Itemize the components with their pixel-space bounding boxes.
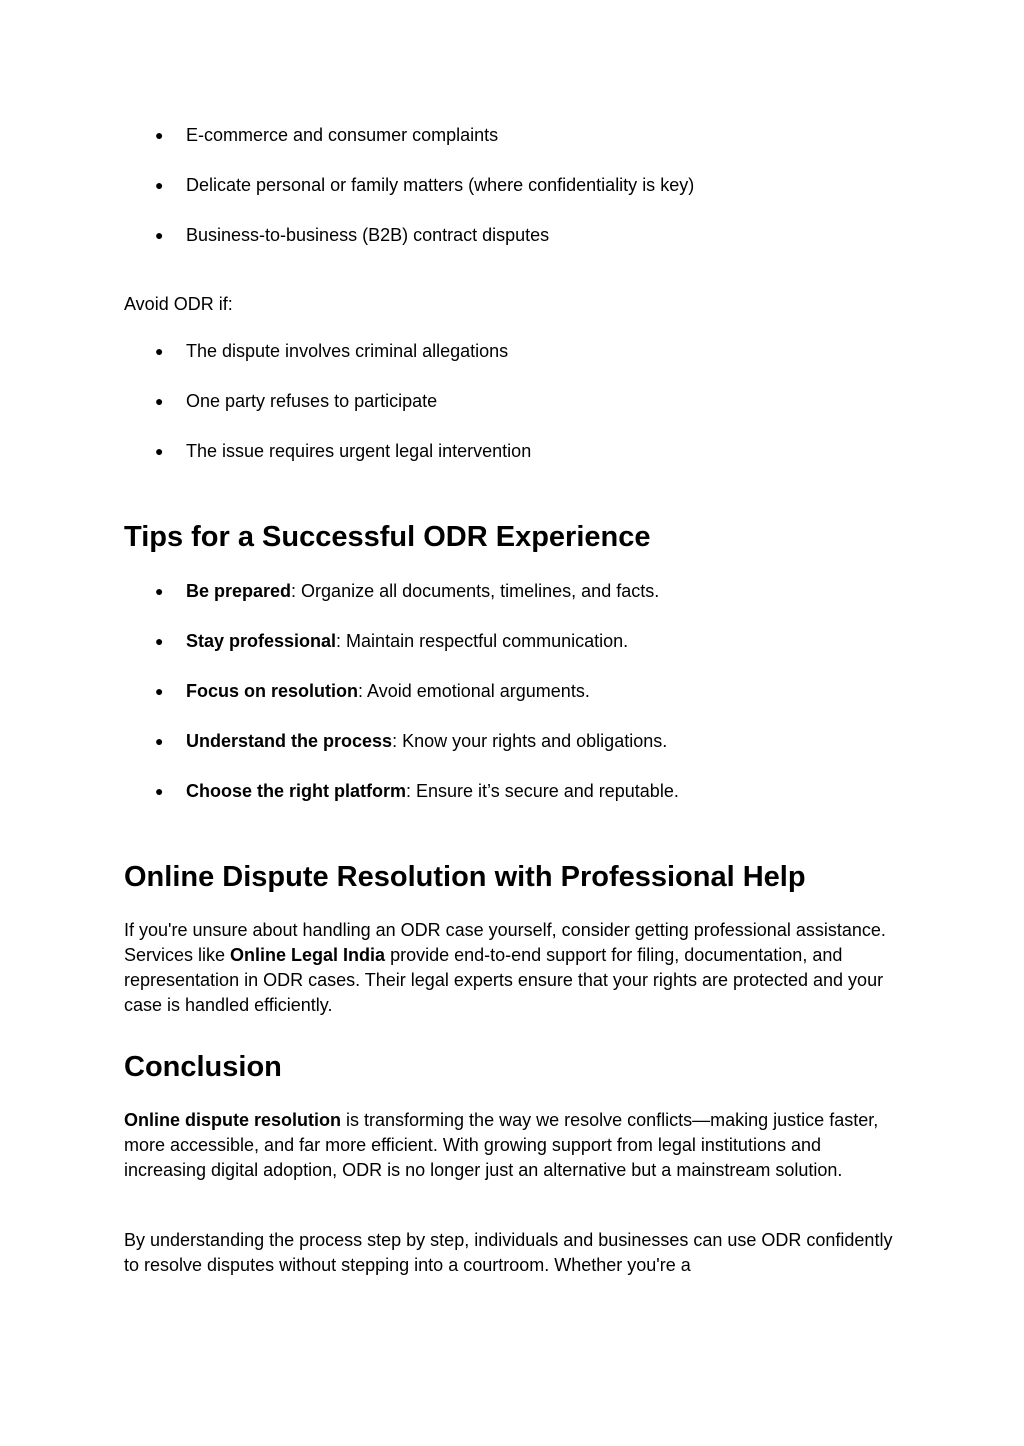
tip-item (186, 780, 679, 802)
tip-text: : Avoid emotional arguments. (358, 681, 590, 701)
tip-text: : Know your rights and obligations. (392, 731, 668, 751)
list-item: ● Business-to-business (B2B) contract disputes (186, 224, 549, 246)
tip-text: : Ensure it’s secure and reputable. (406, 781, 679, 801)
tip-label: Be prepared (186, 581, 292, 601)
professional-help-heading: Online Dispute Resolution with Professional Help (124, 861, 806, 893)
list-item: ● The dispute involves criminal allegations (186, 340, 508, 362)
conclusion-paragraph-1 (124, 1108, 904, 1183)
tip-item (186, 730, 667, 752)
conclusion-heading: Conclusion (124, 1051, 282, 1083)
conclusion-paragraph-2: By understanding the process step by step, individuals and businesses can use ODR confidently to resolve disputes without stepping into a courtroom. Whether you're a (124, 1230, 893, 1275)
tips-heading: Tips for a Successful ODR Experience (124, 521, 651, 553)
avoid-intro: Avoid ODR if: (124, 294, 233, 314)
tip-text: : Maintain respectful communication. (336, 631, 629, 651)
professional-help-paragraph (124, 918, 904, 1018)
list-item: ● The issue requires urgent legal intervention (186, 440, 531, 462)
paragraph-text: provide end-to-end support for filing, documentation, and representation in ODR cases. Their legal experts ensure that your rights are protected and your case is handled efficiently. (124, 945, 884, 1015)
list-item: ● E-commerce and consumer complaints (186, 124, 498, 146)
paragraph-text: is transforming the way we resolve conflicts—making justice faster, more accessible, and far more efficient. With growing support from legal institutions and increasing digital adoption, ODR is no longer just an alternative but a mainstream solution. (124, 1110, 879, 1180)
tip-item (186, 680, 590, 702)
tip-label: Understand the process (186, 731, 393, 751)
list-item: ● One party refuses to participate (186, 390, 437, 412)
tip-item (186, 630, 628, 652)
tip-label: Focus on resolution (186, 681, 359, 701)
tip-item (186, 580, 659, 602)
tip-label: Stay professional (186, 631, 337, 651)
list-item: ● Delicate personal or family matters (where confidentiality is key) (186, 174, 694, 196)
paragraph-text: If you're unsure about handling an ODR case yourself, consider getting professional assistance. Services like (124, 920, 886, 965)
paragraph-bold-text: Online dispute resolution (124, 1110, 342, 1130)
tip-label: Choose the right platform (186, 781, 406, 801)
paragraph-bold-text: Online Legal India (230, 945, 386, 965)
tip-text: : Organize all documents, timelines, and facts. (291, 581, 660, 601)
